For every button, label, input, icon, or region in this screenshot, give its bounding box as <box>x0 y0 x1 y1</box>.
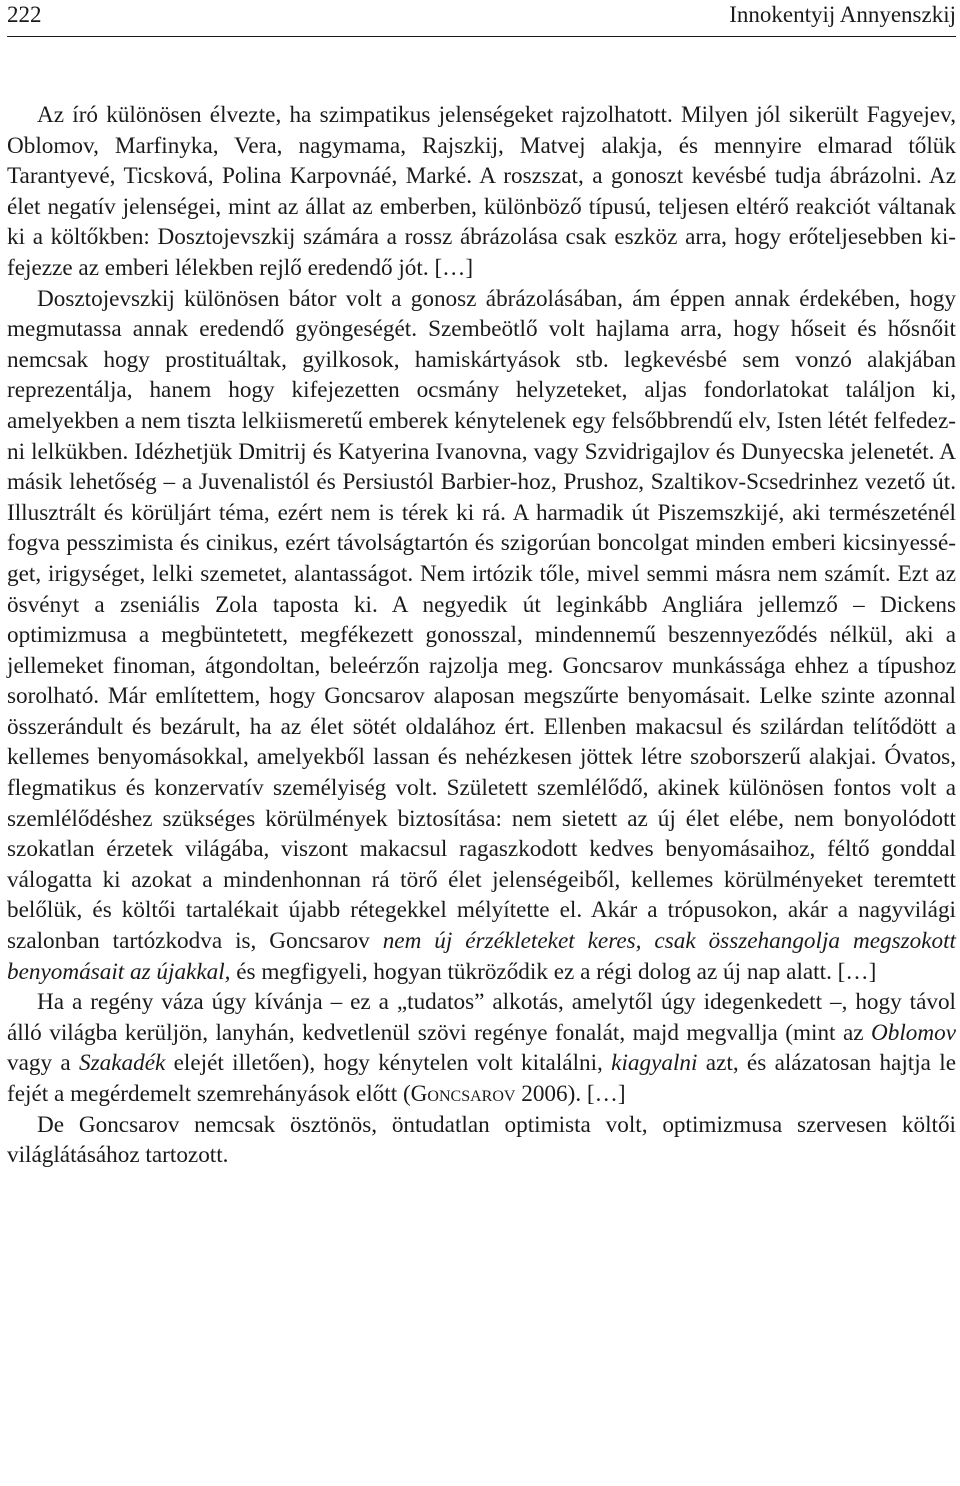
paragraph-3 <box>7 987 956 1109</box>
page-number: 222 <box>7 2 42 27</box>
italic-quote: nem új érzékleteket keres, csak összehangolja megszokott benyomásait az újakkal, <box>7 928 956 985</box>
text-segment: Az író különösen élvezte, ha szimpatikus jelenségeket rajzolhatott. Milyen jól sikerült Fagyejev, Oblomov, Marfinyka, Vera, nagymama, Rajszkij, Matvej alakja, és mennyire elmarad tőlük Tarantyevé, Ticsková, Polina Karpovnáé, Marké. A roszszat, a gonoszt kevésbé tudja ábrázolni. Az élet negatív jelenségei, mint az állat az emberben, különböző típusú, teljesen eltérő reakciót váltanak ki a költőkben: Dosztojevszkij számára a rossz ábrázolása csak eszköz arra, hogy erőteljesebben kifejezze az emberi lélekben rejlő eredendő jót. […] <box>7 102 956 281</box>
running-title: Innokentyij Annyenszkij <box>729 2 956 27</box>
text-segment: De Goncsarov nemcsak ösztönös, öntudatlan optimista volt, optimizmusa szervesen költői világlátásához tartozott. <box>7 1111 956 1169</box>
running-head <box>7 0 956 34</box>
paragraph-4 <box>7 1110 956 1171</box>
italic-title-oblomov: Oblomov <box>870 1019 956 1046</box>
text-segment: Dosztojevszkij különösen bátor volt a gonosz ábrázolásában, ám éppen annak érdekében, hogy megmutassa annak eredendő gyöngeségét. Szembeötlő volt hajlama arra, hogy hőseit és hősnőit nemcsak hogy prostituáltak, gyilkosok, hamiskártyások stb. legkevésbé sem vonzó alakjában reprezentálja, hanem hogy kifejezetten ocsmány helyzeteket, aljas fondorlatokat találjon ki, amelyekben a nem tiszta lelkiismeretű emberek kénytelenek egy felsőbbrendű elv, Isten létét felfedezni lelkükben. Idézhetjük Dmitrij és Katyerina Ivanovna, vagy Szvidrigajlov és Dunyecska jelenetét. A másik lehetőség – a Juvenalistól és Persiustól Barbier-hoz, Prushoz, Szaltikov-Scsedrinhez vezető út. Illusztrált és körüljárt téma, ezért nem is térek ki rá. A harmadik út Piszemszkijé, aki természeténél fogva pesszimista és cinikus, ezért távolságtartón és szigorúan boncolgat minden emberi kicsinyességet, irigységet, lelki szemetet, alantasságot. Nem irtózik tőle, mivel semmi másra nem számít. Ezt az ösvényt a zseniális Zola taposta ki. A negyedik út leginkább Angliára jellemző – Dickens optimizmusa a megbüntetett, megfékezett gonosszal, mindennemű beszennyeződés nélkül, aki a jellemeket finoman, átgondoltan, beleérzőn rajzolja meg. Goncsarov munkássága ehhez a típushoz sorolható. Már említettem, hogy Goncsarov alaposan megszűrte benyomásait. Lelke szinte azonnal összerándult és bezárult, ha az élet sötét oldalához ért. Ellenben makacsul és szilárdan telítődött a kellemes benyomásokkal, amelyekből lassan és nehézkesen jöttek létre szoborszerű alakjai. Óvatos, flegmatikus és konzervatív személyiség volt. Született szemlélődő, akinek különösen fontos volt a szemlélődéshez szükséges körülmények biztosítása: nem sietett az új élet elébe, nem bonyolódott szokatlan érzetek világába, viszont makacsul ragaszkodott kedves benyomásaihoz, féltő gonddal válogatta ki azokat a mindenhonnan rá törő élet jelenségeiből, kellemes körülményeket teremtett belőlük, és költői tartalékait újabb rétegekkel mélyítette el. Akár a trópusokon, akár a nagyvilági szalonban tartózkodva is, Goncsarov <box>7 285 956 955</box>
text-segment: vagy a <box>7 1050 80 1077</box>
paragraph-1 <box>7 100 956 284</box>
body-text <box>7 100 956 1171</box>
header-rule <box>7 36 956 37</box>
citation-author: Goncsarov <box>410 1081 516 1107</box>
italic-word: kiagyalni <box>611 1050 698 1077</box>
italic-title-szakadek: Szakadék <box>79 1050 166 1077</box>
paragraph-2 <box>7 284 956 988</box>
text-segment: Ha a regény váza úgy kívánja – ez a „tudatos” alkotás, amelytől úgy idegenkedett –, hogy távol álló világba kerüljön, lanyhán, kedvetlenül szövi regénye fonalát, majd megvallja (mint az <box>7 989 956 1046</box>
text-segment: elejét illetően), hogy kénytelen volt kitalálni, <box>165 1050 612 1077</box>
text-segment: 2006). […] <box>515 1081 626 1107</box>
text-segment: azt, és alázatosan hajtja le fejét a megérdemelt szemrehányások előtt ( <box>7 1050 957 1107</box>
text-segment: és megfigyeli, hogyan tükröződik ez a régi dolog az új nap alatt. […] <box>230 958 877 985</box>
